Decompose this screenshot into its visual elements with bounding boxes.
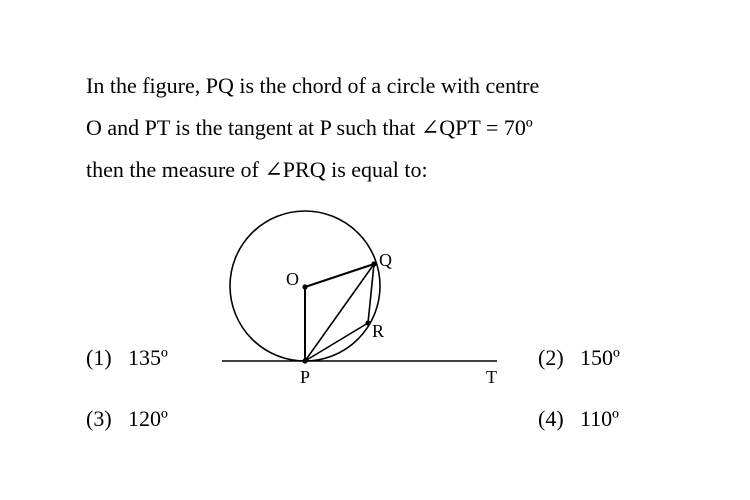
option-4-number: (4) xyxy=(538,406,564,431)
option-1-value: 135º xyxy=(128,345,168,370)
point-o xyxy=(302,284,307,289)
option-2-value: 150º xyxy=(580,345,620,370)
option-3-number: (3) xyxy=(86,406,112,431)
question-line-2: O and PT is the tangent at P such that ∠QPT = 70º xyxy=(86,115,533,140)
option-4[interactable] xyxy=(538,406,619,432)
option-1[interactable] xyxy=(86,345,168,371)
question-line-1: In the figure, PQ is the chord of a circle with centre xyxy=(86,73,540,98)
chord-pq xyxy=(305,264,374,361)
option-1-number: (1) xyxy=(86,345,112,370)
point-r xyxy=(365,320,370,325)
label-p: P xyxy=(300,367,311,387)
chord-pr xyxy=(305,323,368,361)
option-4-value: 110º xyxy=(580,406,620,431)
label-t: T xyxy=(486,367,497,387)
point-p xyxy=(302,358,307,363)
label-o: O xyxy=(286,269,299,289)
radius-oq xyxy=(305,264,374,287)
question-line-3: then the measure of ∠PRQ is equal to: xyxy=(86,157,428,182)
option-2-number: (2) xyxy=(538,345,564,370)
point-q xyxy=(371,261,376,266)
chord-qr xyxy=(368,264,374,323)
option-3-value: 120º xyxy=(128,406,168,431)
label-r: R xyxy=(372,321,385,341)
option-3[interactable] xyxy=(86,406,168,432)
option-2[interactable] xyxy=(538,345,620,371)
label-q: Q xyxy=(379,250,392,270)
